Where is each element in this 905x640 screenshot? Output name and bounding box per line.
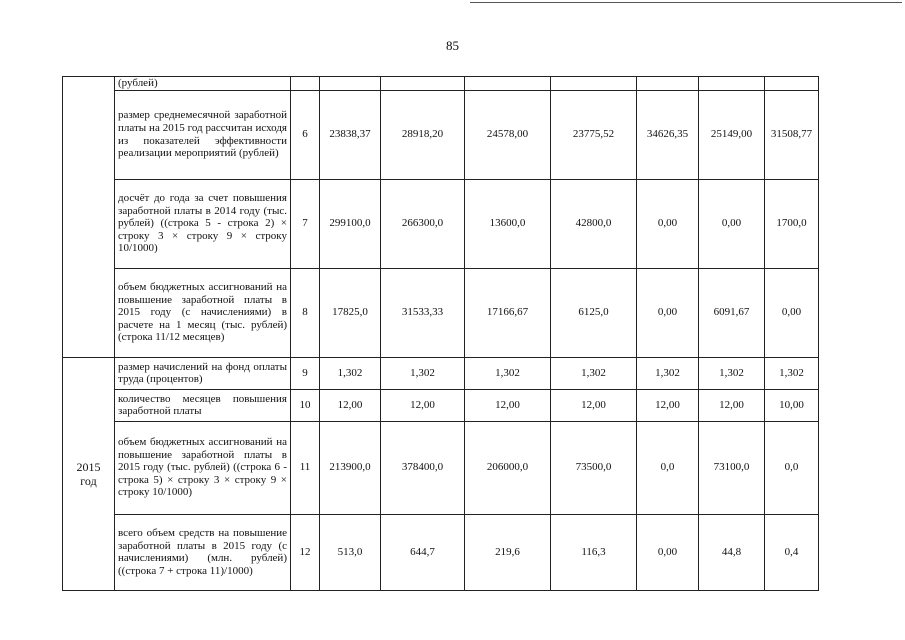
- salary-calculation-table: [62, 76, 819, 591]
- table-row: [63, 77, 819, 91]
- value-cell: 1,302: [381, 357, 465, 389]
- value-cell: [765, 77, 819, 91]
- page-number: 85: [446, 38, 459, 53]
- row-description: размер среднемесячной заработной платы на 2015 год рассчитан исходя из показателей эффективности реализации мероприятий (рублей): [115, 90, 291, 179]
- row-number: [291, 77, 320, 91]
- value-cell: 6125,0: [551, 268, 637, 357]
- value-cell: 0,00: [637, 268, 699, 357]
- row-number: 7: [291, 179, 320, 268]
- value-cell: 17825,0: [320, 268, 381, 357]
- value-cell: 266300,0: [381, 179, 465, 268]
- value-cell: 31508,77: [765, 90, 819, 179]
- value-cell: 13600,0: [465, 179, 551, 268]
- value-cell: 10,00: [765, 389, 819, 421]
- value-cell: 1,302: [637, 357, 699, 389]
- value-cell: 12,00: [320, 389, 381, 421]
- value-cell: 12,00: [637, 389, 699, 421]
- table-row: [63, 389, 819, 421]
- value-cell: 1,302: [465, 357, 551, 389]
- table-row: [63, 268, 819, 357]
- value-cell: 17166,67: [465, 268, 551, 357]
- value-cell: 73500,0: [551, 421, 637, 514]
- row-number: 6: [291, 90, 320, 179]
- value-cell: 12,00: [381, 389, 465, 421]
- value-cell: 644,7: [381, 514, 465, 590]
- value-cell: 12,00: [699, 389, 765, 421]
- value-cell: [465, 77, 551, 91]
- value-cell: 1,302: [765, 357, 819, 389]
- row-number: 9: [291, 357, 320, 389]
- value-cell: [699, 77, 765, 91]
- value-cell: 206000,0: [465, 421, 551, 514]
- value-cell: 0,00: [637, 514, 699, 590]
- value-cell: 213900,0: [320, 421, 381, 514]
- value-cell: 0,00: [765, 268, 819, 357]
- value-cell: 42800,0: [551, 179, 637, 268]
- value-cell: 24578,00: [465, 90, 551, 179]
- value-cell: 73100,0: [699, 421, 765, 514]
- value-cell: [381, 77, 465, 91]
- row-number: 11: [291, 421, 320, 514]
- value-cell: [320, 77, 381, 91]
- year-label: 2015: [76, 459, 101, 474]
- row-description: размер начислений на фонд оплаты труда (процентов): [115, 357, 291, 389]
- value-cell: 34626,35: [637, 90, 699, 179]
- value-cell: 1,302: [699, 357, 765, 389]
- table-row: [63, 421, 819, 514]
- table-row: [63, 90, 819, 179]
- row-number: 12: [291, 514, 320, 590]
- row-description: количество месяцев повышения заработной платы: [115, 389, 291, 421]
- value-cell: 0,4: [765, 514, 819, 590]
- value-cell: 44,8: [699, 514, 765, 590]
- value-cell: 12,00: [465, 389, 551, 421]
- table-row: [63, 514, 819, 590]
- value-cell: 513,0: [320, 514, 381, 590]
- row-description: всего объем средств на повышение заработной платы в 2015 году (с начислениями) (млн. рублей) ((строка 7 + строка 11)/1000): [115, 514, 291, 590]
- value-cell: 299100,0: [320, 179, 381, 268]
- value-cell: 12,00: [551, 389, 637, 421]
- year-cell-2015: [63, 357, 115, 590]
- row-number: 8: [291, 268, 320, 357]
- value-cell: 0,0: [765, 421, 819, 514]
- value-cell: 23838,37: [320, 90, 381, 179]
- row-description: досчёт до года за счет повышения заработной платы в 2014 году (тыс. рублей) ((строка 5 - строка 2) × строку 3 × строку 9 × строку 10/1000): [115, 179, 291, 268]
- value-cell: [637, 77, 699, 91]
- table-row: [63, 179, 819, 268]
- value-cell: 0,00: [637, 179, 699, 268]
- value-cell: 0,0: [637, 421, 699, 514]
- row-number: 10: [291, 389, 320, 421]
- value-cell: 6091,67: [699, 268, 765, 357]
- table-row: [63, 357, 819, 389]
- value-cell: 28918,20: [381, 90, 465, 179]
- value-cell: [551, 77, 637, 91]
- row-description: объем бюджетных ассигнований на повышение заработной платы в 2015 году (тыс. рублей) ((строка 6 - строка 5) × строку 3 × строку 9 × строку 10/1000): [115, 421, 291, 514]
- row-description: объем бюджетных ассигнований на повышение заработной платы в 2015 году (с начислениями) в расчете на 1 месяц (тыс. рублей) (строка 11/12 месяцев): [115, 268, 291, 357]
- year-label-suffix: год: [80, 473, 97, 488]
- value-cell: 1,302: [320, 357, 381, 389]
- value-cell: 1700,0: [765, 179, 819, 268]
- value-cell: 23775,52: [551, 90, 637, 179]
- year-cell-empty: [63, 77, 115, 358]
- value-cell: 116,3: [551, 514, 637, 590]
- value-cell: 1,302: [551, 357, 637, 389]
- value-cell: 378400,0: [381, 421, 465, 514]
- value-cell: 25149,00: [699, 90, 765, 179]
- value-cell: 31533,33: [381, 268, 465, 357]
- value-cell: 0,00: [699, 179, 765, 268]
- value-cell: 219,6: [465, 514, 551, 590]
- row-description: (рублей): [115, 77, 291, 91]
- top-border-line: [470, 2, 902, 3]
